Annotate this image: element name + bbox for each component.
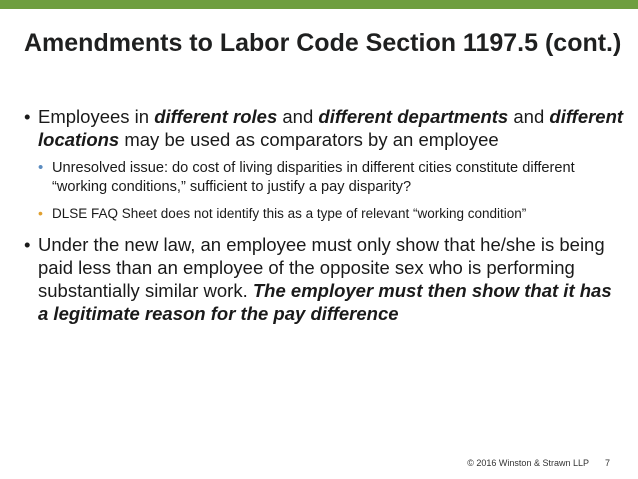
sub-bullet-text: Unresolved issue: do cost of living disparities in different cities constitute different “working conditions,” sufficient to justify a pay disparity?	[52, 160, 575, 195]
page-number: 7	[604, 458, 610, 468]
copyright-text: © 2016 Winston & Strawn LLP	[467, 458, 589, 468]
bullet-text: Employees in	[38, 106, 155, 127]
bullet-comparators	[24, 105, 624, 151]
bullet-text: and	[277, 106, 319, 127]
emphasis-text: The employer must then show that it has a legitimate reason for the pay difference	[38, 279, 612, 324]
emphasis-text: different locations	[38, 106, 624, 150]
bullet-text: may be used as comparators by an employee	[119, 129, 499, 150]
bullet-text: Under the new law, an employee must only show that he/she is being paid less than an employee of the opposite sex who is performing substantially similar work.	[38, 233, 605, 301]
emphasis-text: different roles	[154, 106, 278, 127]
top-accent-bar	[0, 0, 638, 9]
bullet-dot-icon: •	[38, 205, 43, 221]
bullet-text: and	[508, 106, 550, 127]
emphasis-text: different departments	[318, 106, 509, 127]
slide-title: Amendments to Labor Code Section 1197.5 (cont.)	[24, 29, 622, 57]
bullet-new-law	[24, 233, 624, 325]
bullet-dot-icon: •	[24, 106, 31, 127]
sub-sub-bullet-dlse-faq	[24, 205, 624, 223]
bullet-dot-icon: •	[24, 233, 31, 255]
sub-bullet-unresolved-issue	[24, 159, 624, 196]
slide-body	[24, 105, 624, 335]
bullet-dot-icon: •	[38, 159, 44, 176]
sub-sub-bullet-text: DLSE FAQ Sheet does not identify this as a type of relevant “working condition”	[52, 206, 527, 221]
slide-footer	[467, 458, 610, 468]
